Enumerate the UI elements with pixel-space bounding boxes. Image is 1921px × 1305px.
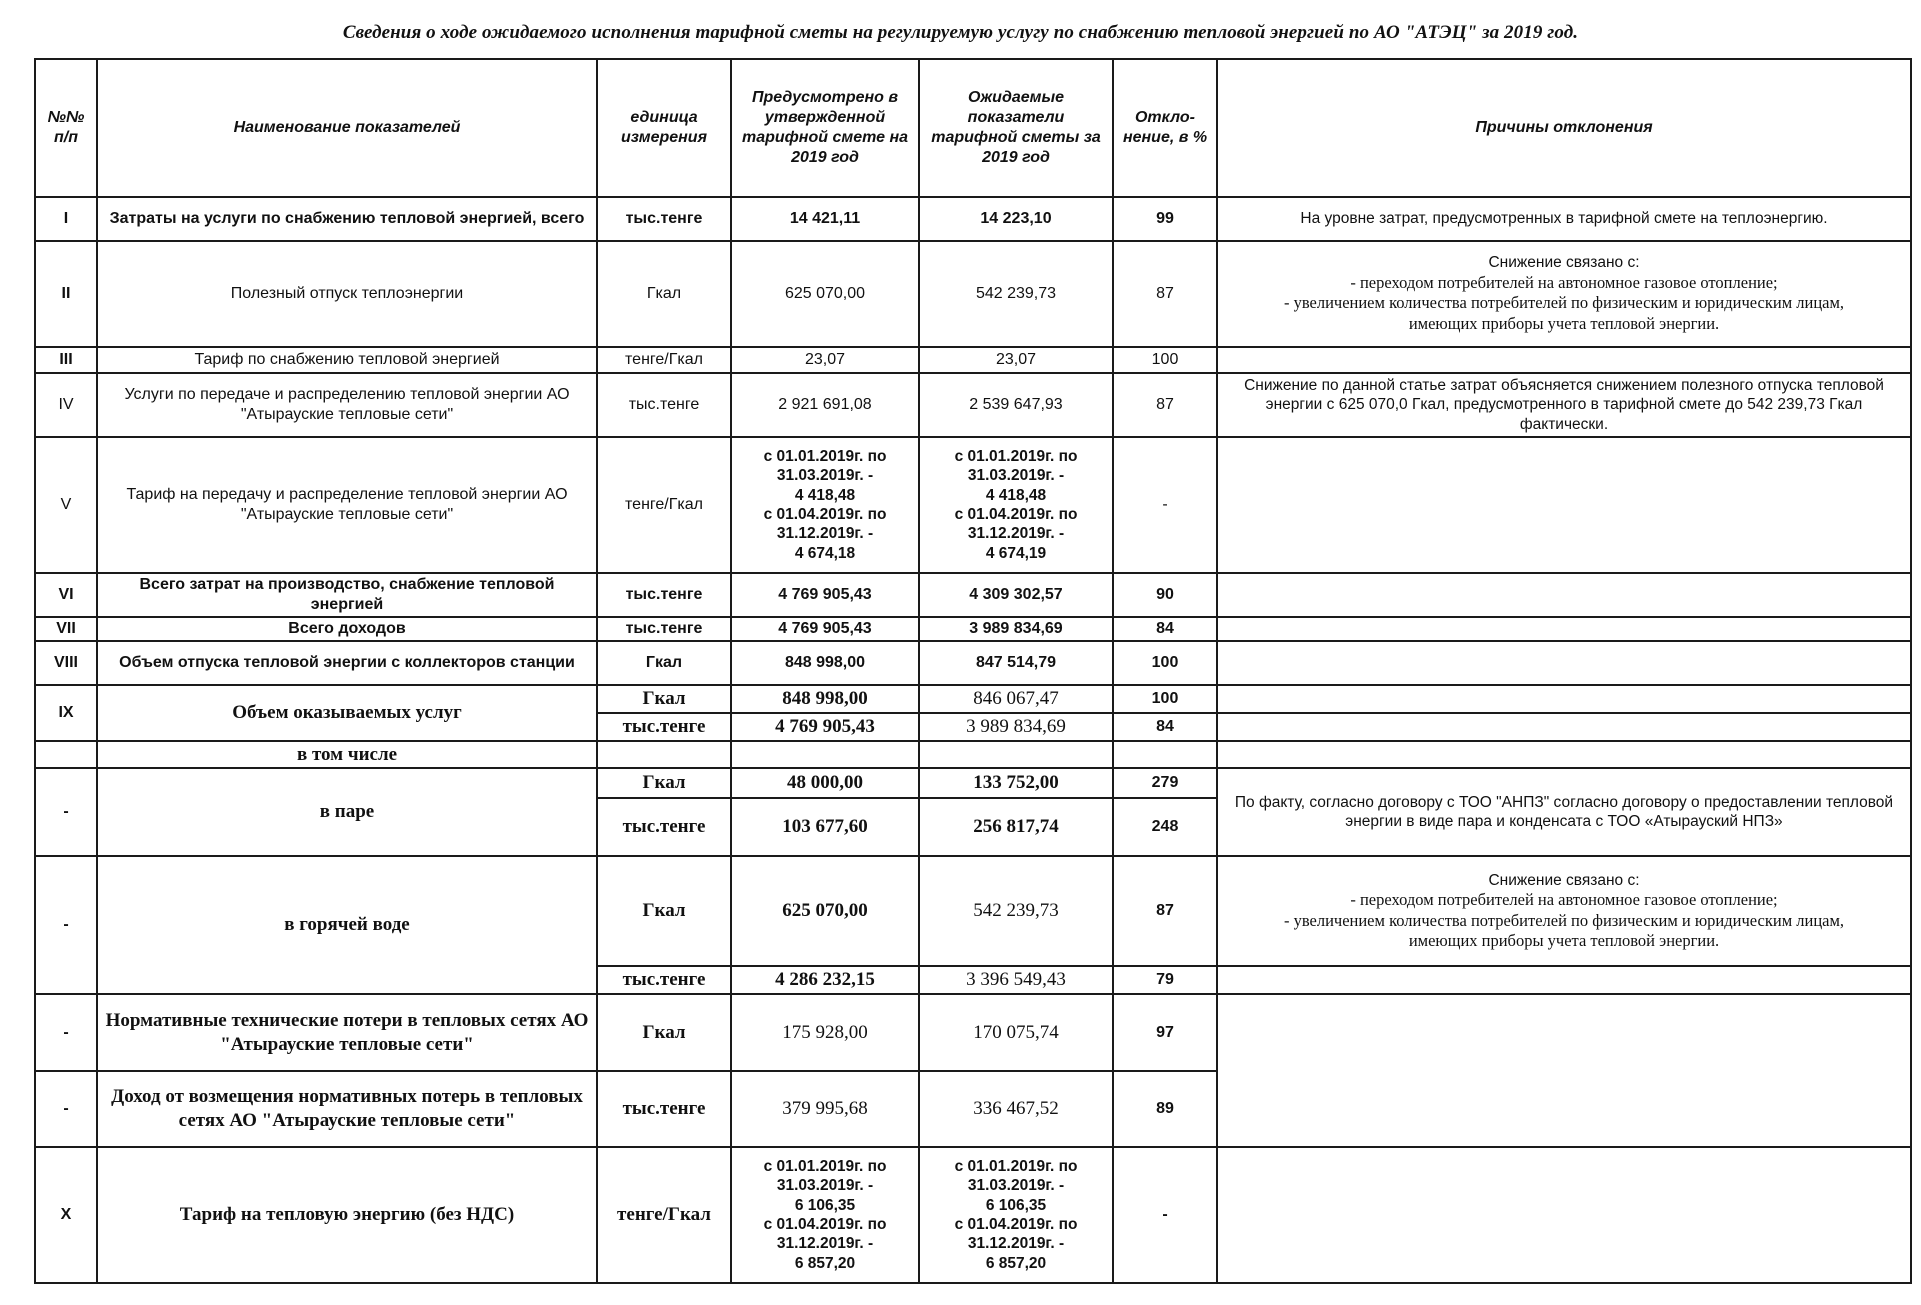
row-reason [1217,641,1911,685]
reason-line: имеющих приборы учета тепловой энергии. [1408,931,1720,951]
table-row [35,685,1911,713]
row-expected [919,437,1113,573]
row-name: Объем отпуска тепловой энергии с коллекторов станции [97,641,597,685]
row-expected: 542 239,73 [919,856,1113,966]
period-line: 4 674,19 [985,544,1047,562]
row-unit: тыс.тенге [597,798,731,856]
row-planned: 848 998,00 [731,685,919,713]
row-unit: Гкал [597,994,731,1071]
period-line: 31.03.2019г. - [967,467,1065,485]
row-expected: 4 309 302,57 [919,573,1113,617]
period-line: 31.03.2019г. - [967,1177,1065,1195]
period-line: с 01.04.2019г. по [763,506,887,523]
row-planned [731,437,919,573]
period-line: 4 418,48 [794,486,856,504]
row-expected: 3 989 834,69 [919,713,1113,741]
period-line: с 01.04.2019г. по [763,1216,887,1233]
period-line: 6 857,20 [794,1254,856,1272]
row-unit: тыс.тенге [597,197,731,241]
reason-line: - увеличением количества потребителей по физическим и юридическим лицам, [1283,293,1845,313]
row-unit: тыс.тенге [597,373,731,437]
row-reason: По факту, согласно договору с ТОО "АНПЗ" согласно договору о предоставлении тепловой энергии в виде пара и конденсата с ТОО «Атырауский НПЗ» [1217,768,1911,856]
period-line: 4 674,18 [794,544,856,562]
col-header-unit: единица измерения [597,59,731,197]
row-reason [1217,713,1911,741]
period-line: 6 106,35 [794,1196,856,1214]
reason-line: Снижение связано с: [1488,254,1640,272]
header-row [35,59,1911,197]
row-num: VIII [35,641,97,685]
period-line: с 01.01.2019г. по [954,1157,1078,1175]
row-unit: Гкал [597,685,731,713]
period-line: с 01.04.2019г. по [954,1216,1078,1233]
tariff-table [34,58,1912,1284]
col-header-name: Наименование показателей [97,59,597,197]
period-line: с 01.01.2019г. по [763,447,887,465]
row-name: Полезный отпуск теплоэнергии [97,241,597,347]
row-reason [1217,741,1911,769]
row-expected: 846 067,47 [919,685,1113,713]
row-deviation: - [1113,437,1217,573]
row-expected: 847 514,79 [919,641,1113,685]
period-line: 6 857,20 [985,1254,1047,1272]
row-planned: 48 000,00 [731,768,919,798]
row-name: Доход от возмещения нормативных потерь в тепловых сетях АО "Атырауские тепловые сети" [97,1071,597,1147]
row-name: в том числе [97,741,597,769]
col-header-reasons: Причины отклонения [1217,59,1911,197]
row-deviation: 87 [1113,373,1217,437]
row-num: I [35,197,97,241]
table-row [35,437,1911,573]
row-name: Тариф по снабжению тепловой энергией [97,347,597,373]
row-num: - [35,994,97,1071]
table-row [35,197,1911,241]
row-expected: 14 223,10 [919,197,1113,241]
period-line: с 01.01.2019г. по [763,1157,887,1175]
row-expected [919,741,1113,769]
row-deviation: 90 [1113,573,1217,617]
row-num: III [35,347,97,373]
period-line: 31.12.2019г. - [776,1235,874,1253]
row-expected: 2 539 647,93 [919,373,1113,437]
row-num [35,741,97,769]
row-num: - [35,856,97,994]
table-row [35,617,1911,641]
reason-line: - увеличением количества потребителей по физическим и юридическим лицам, [1283,910,1845,930]
period-line: 31.12.2019г. - [967,525,1065,543]
row-unit: тыс.тенге [597,1071,731,1147]
row-expected: 23,07 [919,347,1113,373]
table-row [35,994,1911,1071]
table-row [35,641,1911,685]
row-name: Затраты на услуги по снабжению тепловой энергией, всего [97,197,597,241]
row-planned: 4 769 905,43 [731,573,919,617]
table-row [35,573,1911,617]
row-deviation: 84 [1113,713,1217,741]
reason-line: - переходом потребителей на автономное газовое отопление; [1350,272,1778,292]
row-name: Тариф на тепловую энергию (без НДС) [97,1147,597,1283]
row-name: Нормативные технические потери в тепловых сетях АО "Атырауские тепловые сети" [97,994,597,1071]
row-num: VII [35,617,97,641]
document-title: Сведения о ходе ожидаемого исполнения тарифной сметы на регулируемую услугу по снабжению тепловой энергией по АО "АТЭЦ" за 2019 год. [342,22,1579,43]
row-reason: Снижение по данной статье затрат объясняется снижением полезного отпуска тепловой энергии с 625 070,0 Гкал, предусмотренного в тарифной смете до 542 239,73 Гкал фактически. [1217,373,1911,437]
period-line: 4 418,48 [985,486,1047,504]
row-deviation: 100 [1113,347,1217,373]
row-num: V [35,437,97,573]
row-deviation: 100 [1113,641,1217,685]
reason-line: - переходом потребителей на автономное газовое отопление; [1350,890,1778,909]
row-deviation: - [1113,1147,1217,1283]
period-line: 31.12.2019г. - [776,525,874,543]
col-header-num: №№ п/п [35,59,97,197]
row-deviation: 97 [1113,994,1217,1071]
row-reason [1217,347,1911,373]
row-num: VI [35,573,97,617]
row-unit: тыс.тенге [597,713,731,741]
row-reason [1217,573,1911,617]
row-unit: Гкал [597,641,731,685]
row-planned: 23,07 [731,347,919,373]
table-row [35,856,1911,966]
col-header-expected: Ожидаемые показатели тарифной сметы за 2019 год [919,59,1113,197]
period-line: 31.03.2019г. - [776,467,874,485]
row-planned [731,741,919,769]
row-deviation: 84 [1113,617,1217,641]
table-row [35,1147,1911,1283]
row-deviation: 248 [1113,798,1217,856]
row-name: в горячей воде [97,856,597,994]
period-line: с 01.01.2019г. по [954,447,1078,465]
row-planned: 175 928,00 [731,994,919,1071]
col-header-deviation: Откло-нение, в % [1113,59,1217,197]
table-row [35,741,1911,769]
row-unit: Гкал [597,768,731,798]
row-planned: 4 769 905,43 [731,617,919,641]
row-unit: тыс.тенге [597,966,731,994]
row-expected: 3 396 549,43 [919,966,1113,994]
row-expected: 542 239,73 [919,241,1113,347]
row-num: IV [35,373,97,437]
row-planned: 625 070,00 [731,241,919,347]
row-deviation: 87 [1113,241,1217,347]
row-reason [1217,437,1911,573]
row-planned [731,1147,919,1283]
row-planned: 2 921 691,08 [731,373,919,437]
row-planned: 4 769 905,43 [731,713,919,741]
row-planned: 14 421,11 [731,197,919,241]
row-expected: 170 075,74 [919,994,1113,1071]
row-planned: 625 070,00 [731,856,919,966]
row-reason [1217,994,1911,1147]
row-reason [1217,617,1911,641]
row-expected: 336 467,52 [919,1071,1113,1147]
row-num: - [35,768,97,856]
row-expected [919,1147,1113,1283]
row-num: X [35,1147,97,1283]
row-reason [1217,685,1911,713]
row-planned: 379 995,68 [731,1071,919,1147]
row-reason [1217,966,1911,994]
row-unit: тенге/Гкал [597,347,731,373]
row-unit: тыс.тенге [597,617,731,641]
row-expected: 3 989 834,69 [919,617,1113,641]
row-name: Всего доходов [97,617,597,641]
row-unit: Гкал [597,241,731,347]
row-deviation: 87 [1113,856,1217,966]
row-name: Объем оказываемых услуг [97,685,597,741]
row-expected: 256 817,74 [919,798,1113,856]
row-planned: 103 677,60 [731,798,919,856]
row-reason [1217,1147,1911,1283]
table-row [35,768,1911,798]
table-row [35,347,1911,373]
row-name: Услуги по передаче и распределению тепловой энергии АО "Атырауские тепловые сети" [97,373,597,437]
row-planned: 4 286 232,15 [731,966,919,994]
table-row [35,241,1911,347]
table-row [35,373,1911,437]
row-deviation: 89 [1113,1071,1217,1147]
row-num: II [35,241,97,347]
row-deviation: 99 [1113,197,1217,241]
row-num: - [35,1071,97,1147]
row-unit: Гкал [597,856,731,966]
row-expected: 133 752,00 [919,768,1113,798]
row-deviation [1113,741,1217,769]
row-name: Тариф на передачу и распределение тепловой энергии АО "Атырауские тепловые сети" [97,437,597,573]
row-deviation: 279 [1113,768,1217,798]
period-line: 31.03.2019г. - [776,1177,874,1195]
period-line: с 01.04.2019г. по [954,506,1078,523]
period-line: 6 106,35 [985,1196,1047,1214]
reason-line: Снижение связано с: [1488,871,1640,889]
row-reason: На уровне затрат, предусмотренных в тарифной смете на теплоэнергию. [1217,197,1911,241]
row-num: IX [35,685,97,741]
row-unit [597,741,731,769]
row-name: в паре [97,768,597,856]
reason-line: имеющих приборы учета тепловой энергии. [1408,314,1720,333]
col-header-planned: Предусмотрено в утвержденной тарифной смете на 2019 год [731,59,919,197]
row-unit: тенге/Гкал [597,437,731,573]
row-reason [1217,856,1911,966]
row-name: Всего затрат на производство, снабжение тепловой энергией [97,573,597,617]
period-line: 31.12.2019г. - [967,1235,1065,1253]
row-deviation: 100 [1113,685,1217,713]
row-planned: 848 998,00 [731,641,919,685]
row-unit: тыс.тенге [597,573,731,617]
row-reason [1217,241,1911,347]
row-unit: тенге/Гкал [597,1147,731,1283]
row-deviation: 79 [1113,966,1217,994]
